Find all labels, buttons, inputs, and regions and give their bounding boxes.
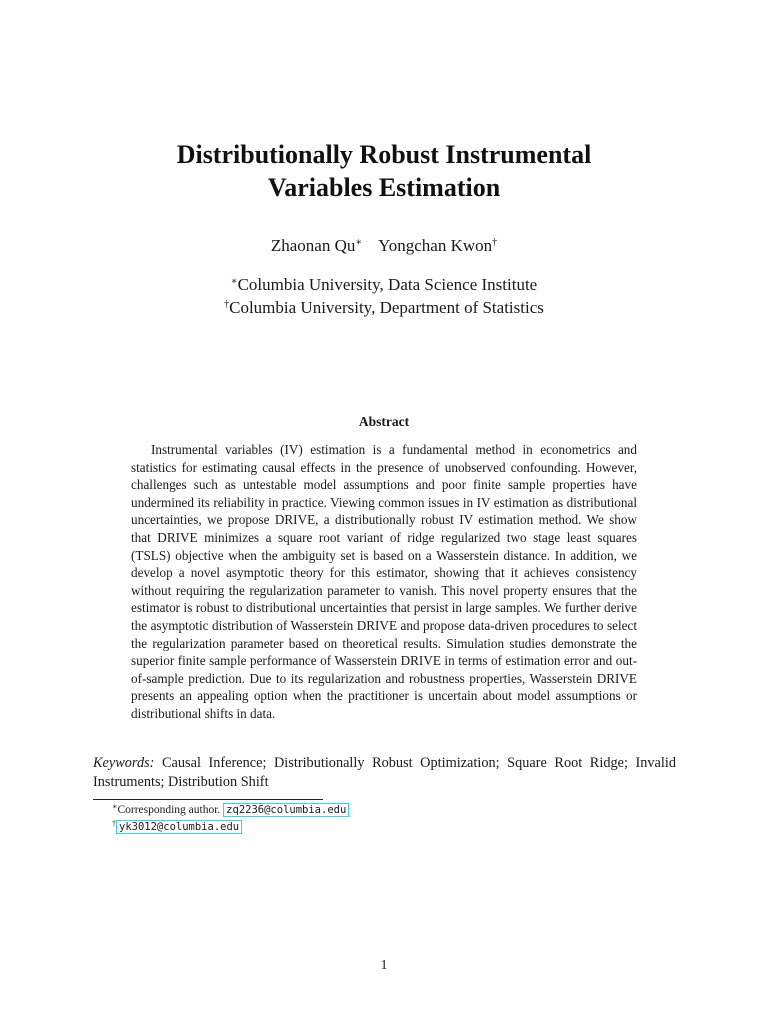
author-name: Zhaonan Qu (270, 236, 356, 255)
keywords (93, 754, 676, 792)
author-mark: † (492, 237, 498, 248)
footnote (112, 802, 349, 819)
affiliation-mark: † (224, 299, 230, 310)
title-line-2: Variables Estimation (267, 173, 501, 202)
affiliation-text: Columbia University, Data Science Institute (237, 275, 538, 294)
affiliation-list (0, 273, 768, 319)
footnote-divider (93, 799, 323, 800)
footnote (112, 819, 349, 836)
footnote-text: Corresponding author. (117, 804, 224, 816)
author-list (0, 235, 768, 257)
page-number: 1 (380, 958, 388, 973)
affiliation-line (0, 296, 768, 319)
keywords-text: Causal Inference; Distributionally Robust Optimization; Square Root Ridge; Invalid Instruments; Distribution Shift (93, 755, 676, 790)
author-name: Yongchan Kwon (378, 236, 493, 255)
footnote-mark: ∗ (112, 802, 118, 811)
affiliation-mark: ∗ (230, 276, 238, 287)
abstract-heading: Abstract (358, 414, 410, 429)
affiliation-line (0, 273, 768, 296)
email-link[interactable]: zq2236@columbia.edu (223, 803, 349, 817)
abstract-text: Instrumental variables (IV) estimation is a fundamental method in econometrics and statistics for estimating causal effects in the presence of unobserved confounding. However, challenges such as untestable model assumptions and poor finite sample properties have undermined its reliability in practice. Viewing common issues in IV estimation as distributional uncertainties, we propose DRIVE, a distributionally robust IV estimation method. We show that DRIVE minimizes a square root variant of ridge regularized two stage least squares (TSLS) objective when the ambiguity set is based on a Wasserstein distance. In addition, we develop a novel asymptotic theory for this estimator, showing that it achieves consistency without requiring the regularization parameter to vanish. This novel property ensures that the estimator is robust to distributional uncertainties that persist in large samples. We further derive the asymptotic distribution of Wasserstein DRIVE and propose data-driven procedures to select the regularization parameter based on theoretical results. Simulation studies demonstrate the superior finite sample performance of Wasserstein DRIVE in terms of estimation error and out-of-sample prediction. Due to its regularization and robustness properties, Wasserstein DRIVE presents an appealing option when the practitioner is uncertain about model assumptions or distributional shifts in data. (131, 442, 637, 721)
author-mark: ∗ (355, 237, 363, 248)
affiliation-text: Columbia University, Department of Statistics (229, 298, 544, 317)
email-link[interactable]: yk3012@columbia.edu (116, 820, 242, 834)
title-line-1: Distributionally Robust Instrumental (176, 140, 592, 169)
footnote-mark: † (112, 819, 116, 828)
keywords-label: Keywords: (93, 755, 155, 771)
paper-title (0, 138, 768, 204)
footnotes (112, 802, 349, 836)
